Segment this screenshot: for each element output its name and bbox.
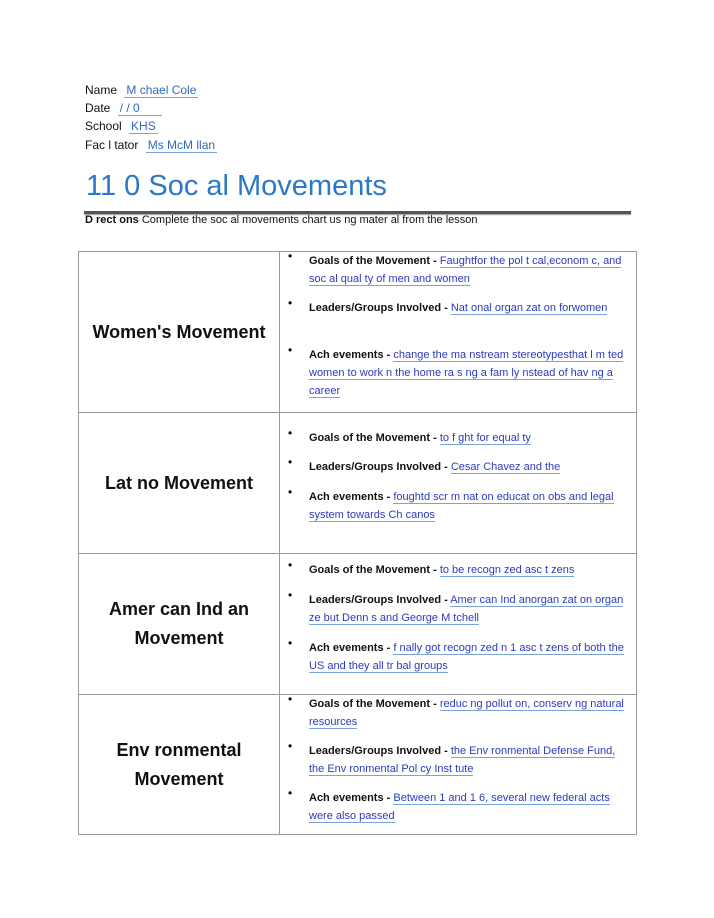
achievements-item xyxy=(288,485,629,524)
goals-answer[interactable]: Faughtfor the pol t cal,econom c, and soc al qual ty of men and women xyxy=(309,255,622,285)
leaders-label: Leaders/Groups Involved - xyxy=(309,745,448,757)
school-field[interactable]: KHS xyxy=(131,119,156,133)
school-label: School xyxy=(85,119,122,133)
goals-item xyxy=(288,249,629,288)
name-label: Name xyxy=(85,83,118,97)
achievements-label: Ach evements - xyxy=(309,792,391,804)
leaders-label: Leaders/Groups Involved - xyxy=(309,461,448,473)
bullet-icon: • xyxy=(288,485,293,499)
date-label: Date xyxy=(85,101,111,115)
leaders-answer[interactable]: the Env ronmental Defense Fund, the Env ronmental Pol cy Inst tute xyxy=(309,745,616,775)
leaders-item xyxy=(288,296,629,317)
achievements-label: Ach evements - xyxy=(309,491,391,503)
leaders-label: Leaders/Groups Involved - xyxy=(309,594,448,606)
facilitator-row xyxy=(85,138,217,152)
bullet-icon: • xyxy=(288,343,293,357)
bullet-icon: • xyxy=(288,692,293,706)
leaders-answer[interactable]: Nat onal organ zat on forwomen xyxy=(450,302,608,314)
facilitator-field[interactable]: Ms McM llan xyxy=(147,138,216,152)
goals-answer[interactable]: to be recogn zed asc t zens xyxy=(439,564,575,576)
achievements-item xyxy=(288,786,629,825)
table-row xyxy=(79,413,636,554)
achievements-item xyxy=(288,343,629,400)
movement-name-cell xyxy=(79,413,280,553)
goals-item xyxy=(288,692,629,731)
name-row xyxy=(85,83,198,97)
achievements-answer[interactable]: f nally got recogn zed n 1 asc t zens of both the US and they all tr bal groups xyxy=(309,642,624,672)
facilitator-label: Fac l tator xyxy=(85,138,139,152)
date-row xyxy=(85,101,162,116)
goals-label: Goals of the Movement - xyxy=(309,698,437,710)
bullet-icon: • xyxy=(288,786,293,800)
achievements-label: Ach evements - xyxy=(309,349,391,361)
movement-name-cell xyxy=(79,695,280,834)
movement-name: Amer can Ind an Movement xyxy=(108,599,250,648)
leaders-item xyxy=(288,588,629,627)
leaders-label: Leaders/Groups Involved - xyxy=(309,302,448,314)
achievements-answer[interactable]: Between 1 and 1 6, several new federal acts were also passed xyxy=(309,792,610,822)
leaders-item xyxy=(288,739,629,778)
bullet-icon: • xyxy=(288,426,293,440)
goals-label: Goals of the Movement - xyxy=(309,564,437,576)
table-row xyxy=(79,554,636,695)
goals-item xyxy=(288,426,629,447)
bullet-icon: • xyxy=(288,636,293,650)
bullet-icon: • xyxy=(288,558,293,572)
directions xyxy=(85,214,478,226)
achievements-answer[interactable]: foughtd scr m nat on educat on obs and legal system towards Ch canos xyxy=(309,491,614,521)
school-row xyxy=(85,119,158,133)
goals-label: Goals of the Movement - xyxy=(309,432,437,444)
bullet-icon: • xyxy=(288,588,293,602)
page-title: 11 0 Soc al Movements xyxy=(86,170,387,202)
bullet-icon: • xyxy=(288,455,293,469)
goals-answer[interactable]: to f ght for equal ty xyxy=(439,432,531,444)
movement-name-cell xyxy=(79,252,280,412)
achievements-item xyxy=(288,636,629,675)
movement-name: Env ronmental Movement xyxy=(116,739,242,789)
leaders-answer[interactable]: Cesar Chavez and the xyxy=(450,461,561,473)
social-movements-chart xyxy=(78,251,637,835)
leaders-item xyxy=(288,455,629,476)
leaders-answer[interactable]: Amer can Ind anorgan zat on organ ze but Denn s and George M tchell xyxy=(309,594,624,624)
movement-name-cell xyxy=(79,554,280,694)
goals-item xyxy=(288,558,629,579)
name-field[interactable]: M chael Cole xyxy=(126,83,197,97)
table-row xyxy=(79,249,636,413)
goals-label: Goals of the Movement - xyxy=(309,255,437,267)
goals-answer[interactable]: reduc ng pollut on, conserv ng natural resources xyxy=(309,698,624,728)
bullet-icon: • xyxy=(288,739,293,753)
date-field[interactable]: / / 0 xyxy=(118,101,162,116)
directions-label: D rect ons xyxy=(85,214,139,226)
achievements-label: Ach evements - xyxy=(309,642,391,654)
table-row xyxy=(79,692,636,834)
movement-name: Women's Movement xyxy=(92,321,266,342)
directions-text: Complete the soc al movements chart us ng mater al from the lesson xyxy=(141,214,478,226)
movement-name: Lat no Movement xyxy=(104,472,253,493)
bullet-icon: • xyxy=(288,296,293,310)
bullet-icon: • xyxy=(288,249,293,263)
achievements-answer[interactable]: change the ma nstream stereotypesthat l m ted women to work n the home ra s ng a fam ly nstead of hav ng a career xyxy=(309,349,624,397)
